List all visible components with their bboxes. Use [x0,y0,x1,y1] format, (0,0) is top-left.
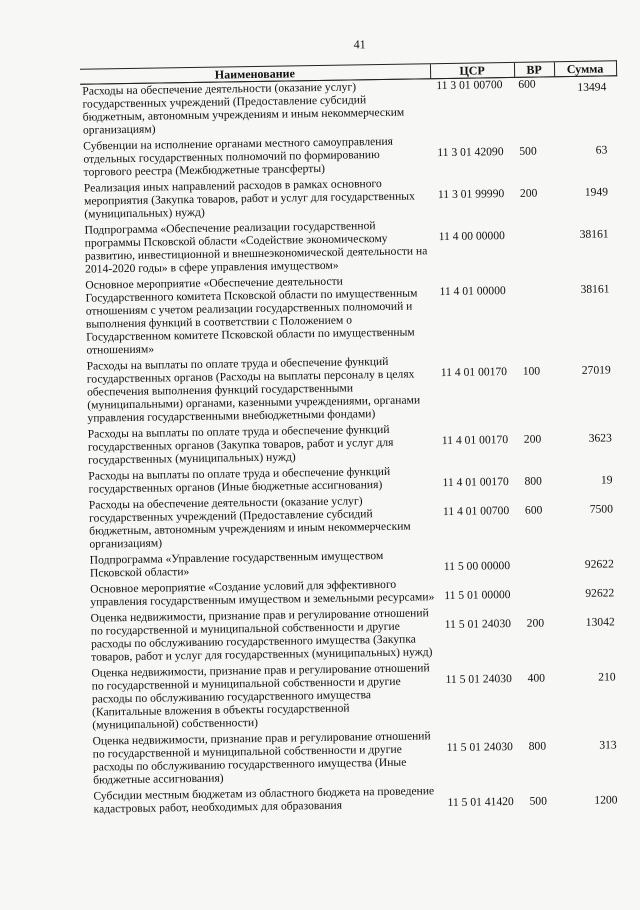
row-name: Оценка недвижимости, признание прав и регулирование отношений по государственной и муниципальной собственности и другие расходы по обслуживанию государственного имущества (Закупка товаров, работ и услуг для государственных (муниципальных) нужд) [90,606,433,664]
row-sum: 7500 [589,502,614,516]
page-number: 41 [353,37,366,52]
row-name: Расходы на выплаты по оплате труда и обеспечение функций государственных органов (Иные бюджетные ассигнования) [88,464,391,496]
header-vr: ВР [514,62,554,78]
row-vr [517,271,558,353]
row-sum: 313 [599,738,617,752]
row-csr: 11 3 01 99990 [437,187,505,202]
row-vr [522,575,562,605]
table-row [82,215,619,278]
table-row [87,490,624,553]
row-name: Подпрограмма «Управление государственным имуществом Псковской области» [89,549,384,580]
row-vr: 600 [518,77,536,91]
row-csr: 11 5 01 24030 [444,617,512,632]
row-vr: 200 [519,186,538,200]
row-vr: 800 [528,739,547,753]
row-csr: 11 4 00 00000 [438,229,505,244]
row-vr: 200 [526,616,545,630]
row-vr: 100 [522,364,541,378]
row-sum: 13042 [585,615,615,629]
row-name: Субвенции на исполнение органами местного самоуправления отдельных государственных полномочий по формированию торгового реестра (Межбюджетные трансферты) [83,134,394,179]
row-vr: 800 [524,474,543,488]
table-row [85,351,622,427]
row-csr: 11 3 01 42090 [437,145,504,160]
row-name: Реализация иных направлений расходов в рамках основного мероприятия (Закупка товаров, работ и услуг для государственных (муниципальных) нужд) [83,176,415,221]
row-name: Расходы на обеспечение деятельности (оказание услуг) государственных учреждений (Предоставление субсидий бюджетным, автономным учреждениям и иным некоммерческим организациям) [82,80,405,137]
table-row [90,726,627,789]
row-csr: 11 5 01 24030 [445,672,512,687]
table-row [89,658,626,734]
row-sum: 1949 [584,185,609,199]
row-vr: 400 [527,671,546,685]
row-sum: 38161 [580,282,610,296]
row-sum: 13494 [577,80,607,94]
row-csr: 11 4 01 00170 [440,365,508,380]
budget-table [80,60,628,818]
row-csr: 11 4 01 00000 [439,284,506,299]
row-vr: 200 [523,432,542,446]
table-row [89,603,626,666]
row-vr [522,546,562,576]
row-vr: 500 [519,144,537,158]
row-sum: 19 [600,473,613,487]
row-vr: 600 [524,503,543,517]
row-csr: 11 4 01 00700 [442,504,510,519]
row-csr: 11 5 01 41420 [447,795,514,810]
row-sum: 92622 [584,557,614,571]
row-sum: 63 [595,143,608,157]
table-row [83,270,620,359]
row-sum: 210 [598,670,616,684]
row-sum: 38161 [579,227,609,241]
row-name: Расходы на выплаты по оплате труда и обеспечение функций государственных органов (Расходы на выплаты персоналу в целях обеспечения выполнения функций государственными (муниципальными) органами, казенными учреждениями, органами управления государственными внебюджетными фондами) [86,354,421,425]
row-name: Расходы на выплаты по оплате труда и обеспечение функций государственных органов (Закупка товаров, работ и услуг для государственных (муниципальных) нужд) [87,422,394,467]
row-name: Субсидии местным бюджетам из областного бюджета на проведение кадастровых работ, необходимых для образования [93,784,435,816]
row-name: Подпрограмма «Обеспечение реализации государственной программы Псковской области «Содействие экономическому развитию, инвестиционной и внешнеэкономической деятельности на 2014-2020 годы» в сфере управления имуществом» [84,219,428,276]
row-vr: 500 [529,794,548,808]
row-name: Оценка недвижимости, признание прав и регулирование отношений по государственной и муниципальной собственности и другие расходы по обслуживанию государственного имущества (Иные бюджетные ассигнования) [92,729,431,787]
row-name: Основное мероприятие «Обеспечение деятельности Государственного комитета Псковской области по имущественным отношениям с учетом реализации государственных полномочий и выполнения функций в соответствии с Положением о Государственном комитете Псковской области по имущественным отношениям» [85,274,418,357]
header-name: Наименование [80,64,430,84]
row-csr: 11 3 01 00700 [436,78,503,93]
row-csr: 11 5 01 00000 [444,588,511,603]
row-sum: 92622 [585,586,615,600]
table-row [80,76,617,140]
row-sum: 3623 [588,431,612,445]
row-csr: 11 5 01 24030 [446,740,514,755]
row-name: Оценка недвижимости, признание прав и регулирование отношений по государственной и муниципальной собственности и другие расходы по обслуживанию государственного имущества (Капитальные вложения в объекты государственной (муниципальной) собственности) [91,661,430,732]
row-name: Основное мероприятие «Создание условий для эффективного управления государственным имуществом и земельными ресурсами» [90,577,435,609]
row-sum: 1200 [594,793,618,807]
row-csr: 11 5 00 00000 [443,559,511,574]
row-name: Расходы на обеспечение деятельности (оказание услуг) государственных учреждений (Предоставление субсидий бюджетным, автономным учреждениям и иным некоммерческим организациям) [88,494,411,551]
row-sum: 27019 [581,363,611,377]
header-csr: ЦСР [430,62,514,78]
row-csr: 11 4 01 00170 [441,433,509,448]
row-vr [516,216,557,272]
row-csr: 11 4 01 00170 [442,475,509,490]
header-sum: Сумма [554,61,616,77]
